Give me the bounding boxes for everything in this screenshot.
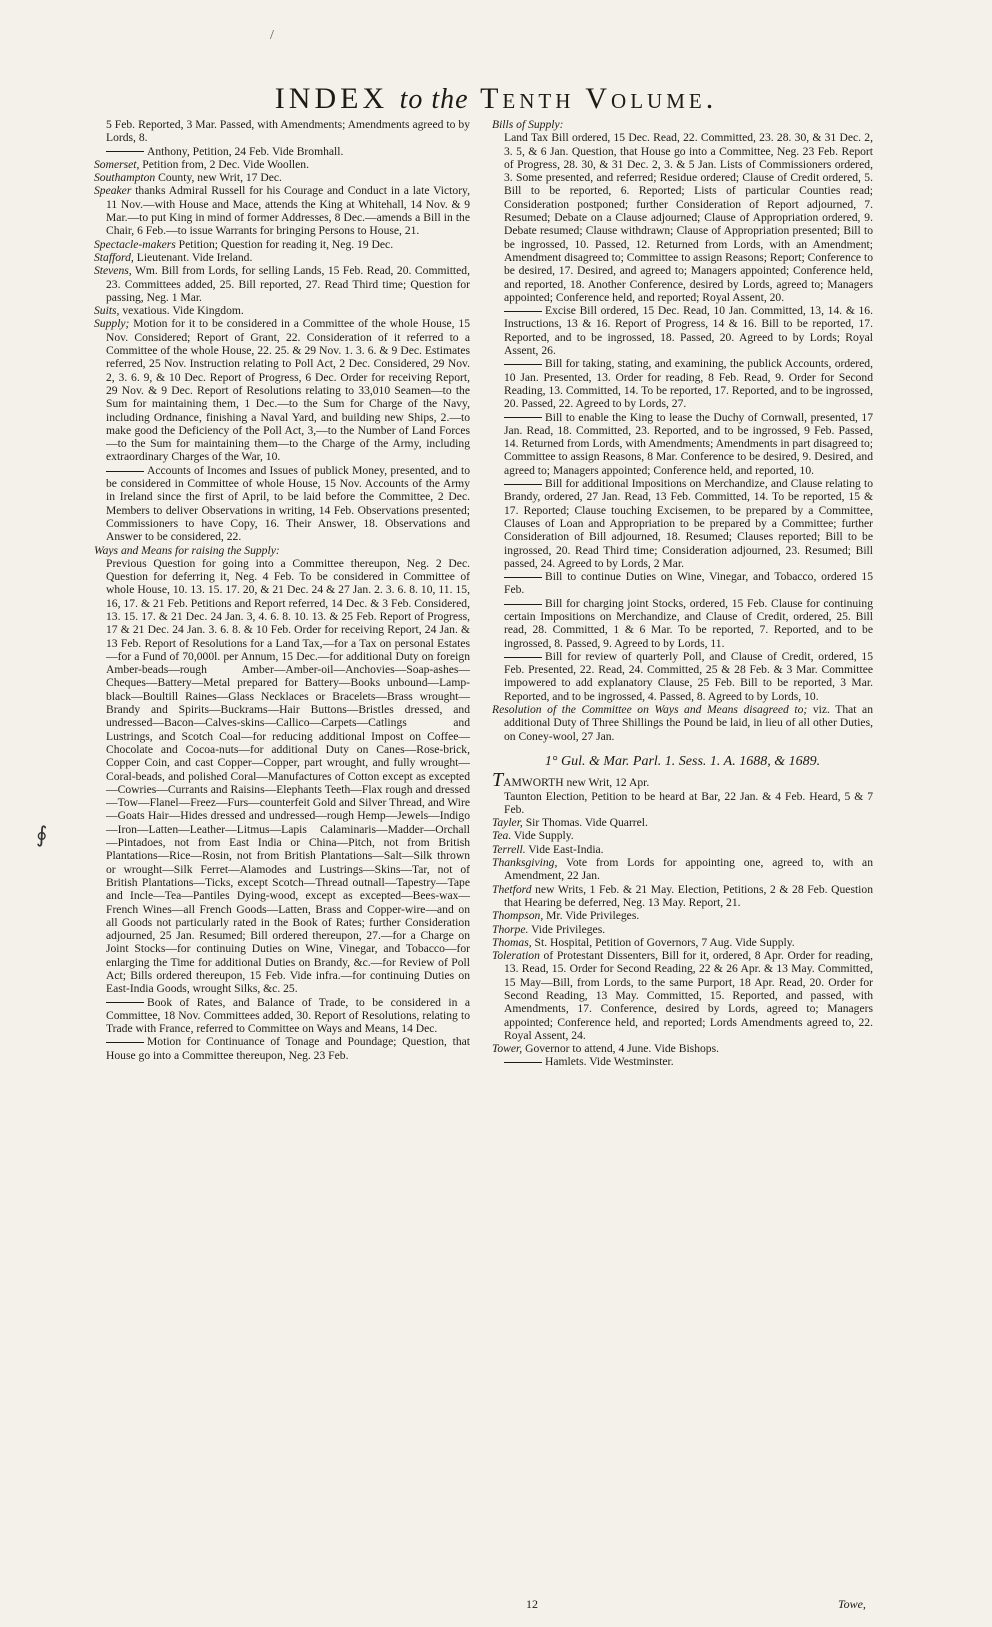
entry-text: Sir Thomas. Vide Quarrel. bbox=[522, 816, 648, 830]
index-entry bbox=[492, 856, 873, 883]
entry-text: Hamlets. Vide Westminster. bbox=[545, 1055, 674, 1069]
ditto-dash bbox=[504, 1062, 542, 1063]
entry-text: Vide East-India. bbox=[525, 842, 604, 856]
entry-text: Wm. Bill from Lords, for selling Lands, 15 Feb. Read, 20. Committed, 23. Committees added, 25. Bill reported, 27. Read Third time; Question for passing, Neg. 1 Mar. bbox=[106, 264, 470, 304]
index-entry bbox=[492, 597, 873, 650]
entry-head: Thorpe. bbox=[492, 922, 529, 936]
ditto-dash bbox=[504, 604, 542, 605]
entry-head: Stafford, bbox=[94, 250, 134, 264]
title-middle: to the bbox=[399, 84, 469, 115]
index-entry bbox=[94, 184, 470, 237]
catchword: Towe, bbox=[838, 1597, 866, 1611]
index-entry bbox=[94, 171, 470, 184]
index-entry bbox=[492, 909, 873, 922]
entry-head: Thetford bbox=[492, 882, 532, 896]
entry-head: Supply; bbox=[94, 317, 130, 331]
index-entry bbox=[492, 883, 873, 910]
entry-head: Tea. bbox=[492, 829, 512, 843]
entry-text: vexatious. Vide Kingdom. bbox=[119, 304, 244, 318]
index-entry bbox=[94, 996, 470, 1036]
page-title bbox=[0, 82, 992, 117]
entry-text: Excise Bill ordered, 15 Dec. Read, 10 Jan. Committed, 13, 14. & 16. Instructions, 13 & 16. Report of Progress, 14 & 16. Bill to be reported, 17. Reported, and to be ingrossed, 18. Passed, 20. Agreed to by Lords; Royal Assent, 26. bbox=[504, 304, 873, 358]
entry-text: viz. That an additional Duty of Three Shillings the Pound be laid, in lieu of all other Duties, on Coney-wool, 27 Jan. bbox=[504, 703, 873, 743]
index-entry bbox=[94, 304, 470, 317]
entry-head: Thompson, bbox=[492, 909, 544, 923]
entry-head: Resolution of the Committee on Ways and Means disagreed to; bbox=[492, 703, 808, 717]
entry-text: AMWORTH new Writ, 12 Apr. bbox=[503, 776, 650, 790]
margin-mark: ∮ bbox=[36, 822, 48, 847]
ditto-dash bbox=[106, 1002, 144, 1003]
entry-text: Accounts of Incomes and Issues of publick Money, presented, and to be considered in Committee of whole House, 15 Nov. Accounts of the Army in Ireland since the first of April, to be laid before the Committee, 2 Dec. Members to deliver Observations in writing, 14 Feb. Observations presented; Commissioners to have Copy, 16. Their Answer, 18. Observations and Answer to be considered, 22. bbox=[106, 463, 470, 544]
index-entry bbox=[492, 1042, 873, 1055]
index-entry bbox=[492, 477, 873, 570]
entry-head: Spectacle-makers bbox=[94, 237, 176, 251]
index-entry bbox=[94, 145, 470, 158]
entry-text: County, new Writ, 17 Dec. bbox=[155, 171, 282, 185]
index-entry bbox=[492, 650, 873, 703]
index-entry bbox=[492, 936, 873, 949]
index-entry: Previous Question for going into a Committee thereupon, Neg. 2 Dec. Question for deferring it, Neg. 4 Feb. To be considered in Committee of whole House, 10. 13. 15. 17. 20, & 21 Dec. 24 & 27 Jan. 2. 3. 6. 8. 10, 11. 15, 16, 17. & 21 Feb. Petitions and Report referred, 14 Dec. & 3 Feb. Considered, 13. 15. 17. & 21 Dec. 24 Jan. 3, 4. 6. 8. 10. 13. & 25 Feb. Report of Progress, 17 & 21 Dec. 24 Jan. 3. 6. 8. & 10 Feb. Order for receiving Report, 24 Jan. & 13 Feb. Report of Resolutions for a Land Tax,—for a Tax on personal Estates—for a Fund of 70,000l. per Annum, 15 Dec.—for additional Duty on foreign Amber-beads—rough Amber—Amber-oil—Anchovies—Soap-ashes—Cheques—Battery—Metal prepared for Battery—Books unbound—Lamp-black—Boultill Raines—Glass Necklaces or Bracelets—Brass wrought—Brandy and Spirits—Buckrams—Hair Buttons—Bristles dressed, and undressed—Bacon—Calves-skins—Callico—Carpets—Catlings and Lustrings, and Scotch Coal—for reducing additional Impost on Coffee—Chocolate and Cocoa-nuts—for additional Duty on Canes—Rose-brick, Copper Coin, and cast Copper—Copper, part wrought, and fully wrought—Coral-beads, and polished Coral—Manufactures of Cotton except as excepted—Cowries—Currants and Raisins—Elephants Teeth—Flax rough and dressed—Tow—Flanel—Freez—Furs—counterfeit Gold and Silver Thread, and Wire—Goats Hair—Hides dressed and undressed—rough Hemp—Jewels—Indigo—Iron—Latten—Leather—Litmus—Lapis Calaminaris—Madder—Orchall—Pintadoes, not from East India or China—Pitch, not from British Plantations—Rice—Rosin, not from British Plantations—Salt—Silk thrown or wrought—Silk Ferret—Alamodes and Lustrings—Skins—Tar, not of British Plantations—Ticks, except Scotch—Thread outnall—Tapestry—Tape and Incle—Tea—Pantiles Dying-wood, except as excepted—Bees-wax—French Wines—all French Goods—Latten, Brass and Copper-wire—and on all Goods not particularly rated in the Book of Rates; further Consideration adjourned, 25 Jan. Resumed; Bill ordered thereupon, 27.—for a Charge on Joint Stocks—for continuing Duties on Wine, Vinegar, and Tobacco—for enlarging the Time for additional Duties on Brandy, &c.—for Review of Poll Act; Bills ordered thereupon, 15 Feb. Vide infra.—for continuing Duties on East-India Goods, wrought Silks, &c. 25. bbox=[106, 556, 470, 996]
ditto-dash bbox=[504, 364, 542, 365]
entry-text: Vide Supply. bbox=[511, 829, 574, 843]
entry-head: Somerset, bbox=[94, 157, 140, 171]
entry-head: Toleration bbox=[492, 949, 540, 963]
ditto-dash bbox=[106, 151, 144, 152]
ditto-dash bbox=[504, 484, 542, 485]
entry-text: Book of Rates, and Balance of Trade, to be considered in a Committee, 18 Nov. Committees added, 30. Report of Resolutions, relating to Trade with France, referred to Committee on Ways and Means, 14 Dec. bbox=[106, 995, 470, 1036]
entry-head: Tower, bbox=[492, 1042, 523, 1056]
index-entry bbox=[94, 238, 470, 251]
index-entry: Taunton Election, Petition to be heard at Bar, 22 Jan. & 4 Feb. Heard, 5 & 7 Feb. bbox=[504, 789, 873, 816]
index-entry bbox=[492, 304, 873, 357]
entry-text: Mr. Vide Privileges. bbox=[543, 909, 640, 923]
index-entry bbox=[94, 158, 470, 171]
entry-head: Tayler, bbox=[492, 816, 523, 830]
entry-text: Petition; Question for reading it, Neg. 19 Dec. bbox=[175, 237, 394, 251]
right-column bbox=[492, 118, 873, 1069]
index-entry bbox=[492, 1055, 873, 1068]
top-mark: / bbox=[270, 28, 274, 43]
entry-text: of Protestant Dissenters, Bill for it, ordered, 8 Apr. Order for reading, 13. Read, 15. Order for Second Reading, 22 & 26 Apr. & 13 May. Committed, 15 May—Bill, from Lords, to the same Purport, 18 Apr. Read, 20. Order for Second Reading, 13 May. Committed, 15. Reported, and passed, with Amendments, 17. Conference, desired by Lords, agreed to; Managers appointed; Conference held, and reported; Lords Amendments agreed to, 22. Royal Assent, 24. bbox=[504, 949, 873, 1042]
index-entry: Land Tax Bill ordered, 15 Dec. Read, 22. Committed, 23. 28. 30, & 31 Dec. 2, 3. 5, & 6 Jan. Question, that House go into a Committee, Neg. 23 Feb. Report of Progress, 28. 30, & 31 Dec. 2, 3. & 5 Jan. Lists of Commissioners ordered, 3. Some presented, and referred; Residue ordered; Clause of Credit ordered, 5. Bill to be reported, 6. Reported; Lists of particular Counties read; Consideration postponed; further Consideration of Report adjourned, 7. Resumed; Debate on a Clause adjourned; Clause of Appropriation ordered, 9. Debate resumed; Clause withdrawn; Clause of Appropriation presented; Bill to be ingrossed, 10. Passed, 12. Returned from Lords, with an Amendment; Amendment disagreed to; Committee to assign Reasons; Report; Conference to be desired, 17. Desired, and agreed to; Managers appointed; Conference held, and reported, 18. Another Conference, desired by Lords, agreed to; Managers appointed; Conference held, and reported; Royal Assent, 20. bbox=[504, 131, 873, 304]
index-entry bbox=[94, 464, 470, 544]
entry-text: Motion for it to be considered in a Committee of the whole House, 15 Nov. Considered; Report of Grant, 22. Consideration of it referred to a Committee of the whole House, 22. 25. & 29 Nov. 1. 3. 6. & 9 Dec. Estimates referred, 25 Nov. Instruction relating to Poll Act, 2 Dec. Considered, 29 Nov. 2, 3. 6. 9, & 10 Dec. Report of Progress, 6 Dec. Order for receiving Report, 29 Nov. & 9 Dec. Report of Resolutions relating to 33,010 Seamen—to the Sum for maintaining them, 1 Dec.—to the Sum for Charge of the Navy, including Ordnance, finishing a Naval Yard, and building new Ships, 2.—to make good the Deficiency of the Poll Act, 3,—to the Number of Land Forces—to the Sum for maintaining them—to the Charge of the Army, including extraordinary Charges of the War, 10. bbox=[106, 317, 470, 464]
entry-text: Anthony, Petition, 24 Feb. Vide Bromhall. bbox=[147, 144, 344, 158]
entry-head: Terrell. bbox=[492, 842, 526, 856]
entry-text: Vide Privileges. bbox=[528, 922, 606, 936]
ditto-dash bbox=[106, 471, 144, 472]
left-column bbox=[94, 118, 470, 1062]
index-entry: 5 Feb. Reported, 3 Mar. Passed, with Amendments; Amendments agreed to by Lords, 8. bbox=[106, 118, 470, 145]
index-entry bbox=[492, 570, 873, 597]
index-entry bbox=[492, 816, 873, 829]
ditto-dash bbox=[504, 311, 542, 312]
entry-text: Governor to attend, 4 June. Vide Bishops. bbox=[522, 1042, 719, 1056]
page-number: 12 bbox=[526, 1597, 538, 1611]
entry-text: Motion for Continuance of Tonage and Poundage; Question, that House go into a Committee thereupon, Neg. 23 Feb. bbox=[106, 1035, 470, 1062]
entry-text: St. Hospital, Petition of Governors, 7 Aug. Vide Supply. bbox=[531, 935, 795, 949]
title-prefix: INDEX bbox=[274, 82, 389, 115]
index-entry bbox=[492, 843, 873, 856]
entry-head: Southampton bbox=[94, 171, 156, 185]
entry-head: Stevens, bbox=[94, 264, 132, 278]
entry-head: Thomas, bbox=[492, 935, 532, 949]
entry-text: Bill for charging joint Stocks, ordered, 15 Feb. Clause for continuing certain Impositions on Merchandize, and Clause of Credit, ordered, 25. Bill read, 28. Committed, 1 & 6 Mar. To be reported, 7. Reported, and to be ingrossed, 8. Passed, 9. Agreed to by Lords, 11. bbox=[504, 596, 873, 650]
entry-text: Bill for review of quarterly Poll, and Clause of Credit, ordered, 15 Feb. Presented, 22. Read, 24. Committed, 25 & 28 Feb. & 3 Mar. Committee impowered to add explanatory Clause, 25 Feb. Bill to be reported, 3 Mar. Reported, and to be ingrossed, 4. Passed, 8. Agreed to by Lords, 10. bbox=[504, 649, 873, 703]
entry-head: Bills of Supply: bbox=[492, 118, 564, 131]
index-entry bbox=[492, 703, 873, 743]
entry-head: Speaker bbox=[94, 184, 132, 198]
entry-text: thanks Admiral Russell for his Courage and Conduct in a late Victory, 11 Nov.—with House and Mace, attends the King at Whitehall, 14 Nov. & 9 Mar.—to put King in mind of former Addresses, 8 Dec.—amends a Bill in the Chair, 6 Feb.—to issue Warrants for bringing Persons to House, 21. bbox=[106, 184, 470, 238]
entry-head: T bbox=[492, 769, 504, 792]
ditto-dash bbox=[504, 577, 542, 578]
index-entry bbox=[94, 317, 470, 463]
index-entry bbox=[492, 357, 873, 410]
entry-text: Bill for taking, stating, and examining, the publick Accounts, ordered, 10 Jan. Presented, 13. Order for reading, 8 Feb. Read, 9. Order for Second Reading, 13. Committed, 14. To be reported, 17. Reported, and to be ingrossed, 20. Passed, 22. Agreed to by Lords, 27. bbox=[504, 357, 873, 411]
ditto-dash bbox=[504, 657, 542, 658]
index-entry bbox=[94, 264, 470, 304]
ditto-dash bbox=[504, 417, 542, 418]
entry-text: Vote from Lords for appointing one, agreed to, with an Amendment, 22 Jan. bbox=[504, 856, 873, 883]
entry-head: Ways and Means for raising the Supply: bbox=[94, 543, 280, 557]
index-entry bbox=[492, 118, 873, 131]
index-entry bbox=[492, 949, 873, 1042]
index-entry bbox=[94, 251, 470, 264]
title-suffix: Tenth Volume. bbox=[480, 82, 718, 115]
index-entry bbox=[492, 829, 873, 842]
entry-text: Petition from, 2 Dec. Vide Woollen. bbox=[139, 157, 309, 171]
entry-text: Bill to enable the King to lease the Duchy of Cornwall, presented, 17 Jan. Read, 18. Committed, 23. Reported, and to be ingrossed, 9 Feb. Passed, 14. Returned from Lords, with Amendments; Amendments in part disagreed to; Committee to assign Reasons, 8 Mar. Conference to be desired, 9. Desired, and agreed to; Managers appointed; Conference held, and reported, 10. bbox=[504, 410, 873, 477]
index-entry bbox=[492, 923, 873, 936]
section-heading: 1° Gul. & Mar. Parl. 1. Sess. 1. A. 1688, & 1689. bbox=[544, 753, 821, 769]
entry-text: Lieutenant. Vide Ireland. bbox=[133, 250, 253, 264]
entry-text: Bill to continue Duties on Wine, Vinegar, and Tobacco, ordered 15 Feb. bbox=[504, 570, 873, 597]
entry-head: Suits, bbox=[94, 304, 120, 318]
index-entry bbox=[94, 544, 470, 557]
index-entry bbox=[492, 411, 873, 477]
index-entry bbox=[94, 1035, 470, 1062]
entry-text: Bill for additional Impositions on Merchandize, and Clause relating to Brandy, ordered, 27 Jan. Read, 13 Feb. Committed, 14. To be reported, 15 & 17. Reported; Clause touching Excisemen, to be prepared by a Committee, Clauses of Loan and Appropriation to be prepared by a Committee; further Consideration of Bill adjourned, 18. Resumed; Clauses reported; Bill to be ingrossed, 20. Read Third time; Consideration adjourned, 23. Resumed; Bill passed, 24. Agreed to by Lords, 2 Mar. bbox=[504, 477, 873, 570]
ditto-dash bbox=[106, 1042, 144, 1043]
entry-text: new Writs, 1 Feb. & 21 May. Election, Petitions, 2 & 28 Feb. Question that Hearing be deferred, Neg. 13 May. Report, 21. bbox=[504, 882, 873, 909]
index-entry bbox=[492, 769, 873, 792]
entry-head: Thanksgiving, bbox=[492, 856, 558, 870]
